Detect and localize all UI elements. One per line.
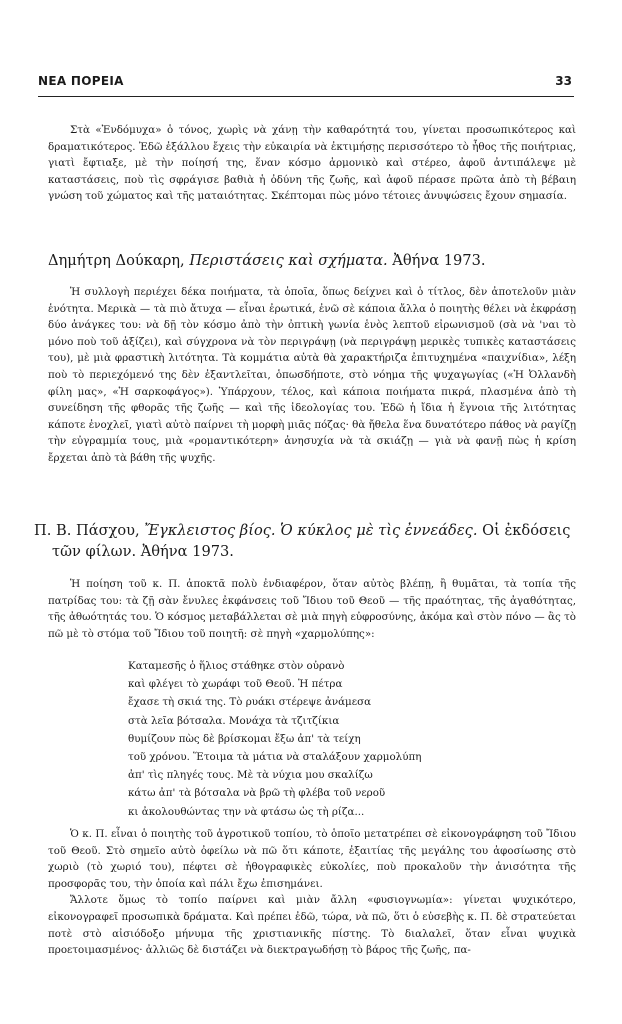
review-continuation — [48, 122, 576, 205]
poem-line: κι ἀκολουθώντας την νὰ φτάσω ὡς τὴ ρίζα... — [128, 805, 365, 818]
review-book-title: Ἔγκλειστος βίος. Ὁ κύκλος μὲ τὶς ἐννεάδες. — [144, 522, 478, 539]
poem-line: καὶ φλέγει τὸ χωράφι τοῦ Θεοῦ. Ἡ πέτρα — [128, 678, 343, 691]
poem-quotation — [128, 657, 568, 821]
review-author: Π. Β. Πάσχου, — [34, 522, 140, 539]
page-number: 33 — [555, 74, 572, 88]
paragraph: Ἄλλοτε ὅμως τὸ τοπίο παίρνει καὶ μιὰν ἄλλη «φυσιογνωμία»: γίνεται ψυχικότερο, εἰκονογραφεῖ προσωπικὰ δράματα. Καὶ πρέπει ἐδῶ, τώρα, νὰ πῶ, ὅτι ὁ εὐσεβὴς κ. Π. δὲ στρατεύεται ποτὲ στὸ αἰσιόδοξο μήνυμα τῆς χριστιανικῆς πίστης. Τὸ διαλαλεῖ, ὅταν εἶναι ψυχικὰ προετοιμασμένος· ἀλλιῶς δὲ διστάζει νὰ διεκτραγωδήσῃ τὸ βάρος τῆς ζωῆς, πα- — [48, 894, 576, 957]
review-book-title: Περιστάσεις καὶ σχήματα. — [189, 252, 388, 269]
review-author: Δημήτρη Δούκαρη, — [48, 252, 185, 269]
paragraph: Ἡ ποίηση τοῦ κ. Π. ἀποκτᾶ πολὺ ἐνδιαφέρον, ὅταν αὐτὸς βλέπῃ, ἢ θυμᾶται, τὰ τοπία τῆς πατρίδας του: τὰ ζῇ σὰν ἔνυλες ἐκφάνσεις τοῦ Ἴδιου τοῦ Θεοῦ — τῆς πραότητας, τῆς ἀγαθότητας, τῆς ἀθωότητάς του. Ὁ κόσμος μεταβάλλεται σὲ μιὰ πηγὴ εὐφροσύνης, ἀκόμα καὶ στὸν πόνο — ἂς τὸ πῶ μὲ τὸ στόμα τοῦ Ἴδιου τοῦ ποιητῆ: σὲ πηγὴ «χαρμολύπης»: — [48, 578, 576, 640]
review-place-year: Ἀθήνα 1973. — [140, 543, 234, 560]
header-rule — [38, 96, 574, 97]
review-heading-doukaris — [48, 250, 576, 271]
poem-line: κάτω ἀπ' τὰ βότσαλα νὰ βρῶ τὴ φλέβα τοῦ νεροῦ — [128, 787, 386, 800]
poem-line: ἀπ' τὶς πληγές τους. Μὲ τὰ νύχια μου σκαλίζω — [128, 769, 373, 782]
review-heading-paschou — [34, 520, 592, 562]
paragraph: Ὁ κ. Π. εἶναι ὁ ποιητὴς τοῦ ἀγροτικοῦ τοπίου, τὸ ὁποῖο μετατρέπει σὲ εἰκονογράφηση τοῦ Ἴδιου τοῦ Θεοῦ. Στὸ σημεῖο αὐτὸ ὀφείλω νὰ πῶ ὅτι κάποτε, ἐξαιτίας τῆς μεγάλης του ἀφοσίωσης στὸ χωριὸ (τὸ χωριό του), πέφτει σὲ ἠθογραφικὲς εὐκολίες, ποὺ προκαλοῦν τὴν ἀνισότητα τῆς προσφορᾶς του, τὴν ὁποία καὶ πάλι ἔχω ἐπισημάνει. — [48, 828, 576, 890]
poem-line: στὰ λεῖα βότσαλα. Μονάχα τὰ τζιτζίκια — [128, 714, 340, 727]
poem-line: Καταμεσῆς ὁ ἥλιος στάθηκε στὸν οὐρανὸ — [128, 660, 345, 672]
paragraph: Στὰ «Ἐνδόμυχα» ὁ τόνος, χωρὶς νὰ χάνῃ τὴν καθαρότητά του, γίνεται προσωπικότερος καὶ δραματικότερος. Ἐδῶ ἐξάλλου ἔχεις τὴν εὐκαιρία νὰ ἐκτιμήσῃς περισσότερο τὸ ἦθος τῆς ποιήτριας, γιατὶ ἔφτιαξε, μὲ τὴν ποίησή της, ἕναν κόσμο ἁρμονικὸ καὶ στέρεο, ἀφοῦ ἀντιπάλεψε μὲ καταστάσεις, ποὺ τὶς σφράγισε βαθιὰ ἡ ὀδύνη τῆς ζωῆς, καὶ ἀφοῦ πέρασε πρῶτα ἀπὸ τὴ βέβαιη γνώση τοῦ χώματος καὶ τῆς ματαιότητας. Σκέπτομαι πὼς μόνο τέτοιες ἀνυψώσεις ἔχουν σημασία. — [48, 124, 576, 203]
review-body-paschou-rest — [48, 826, 576, 959]
review-publisher: Οἱ ἐκδόσεις τῶν φίλων. — [52, 522, 571, 560]
paragraph: Ἡ συλλογὴ περιέχει δέκα ποιήματα, τὰ ὁποῖα, ὅπως δείχνει καὶ ὁ τίτλος, δὲν ἀποτελοῦν μιὰν ἑνότητα. Μερικὰ — τὰ πιὸ ἄτυχα — εἶναι ἐρωτικά, ἐνῶ σὲ κάποια ἄλλα ὁ ποιητὴς θέλει νὰ ἐκφράσῃ δύο ἀνάγκες του: νὰ δῇ τὸν κόσμο ἀπὸ τὴν ὀπτικὴ γωνία ἑνὸς λεπτοῦ εἰρωνισμοῦ (σὰ νὰ 'ναι τὸ μόνο ποὺ τοῦ ἀξίζει), καὶ σύγχρονα νὰ τὸν περιγράψῃ (νὰ περιγράψῃ μερικὲς τυπικὲς καταστάσεις του), μὲ μιὰ φραστικὴ λιτότητα. Τὰ κομμάτια αὐτὰ θὰ χαρακτήριζα ἐπιτυχημένα «παιχνίδια», λέξη ποὺ τὸ περιεχόμενό της δὲν ἐξαντλεῖται, ὁπωσδήποτε, στὸ νόημα τῆς ψυχαγωγίας («Ἡ Ὀλλανδὴ φίλη μας», «Ἡ σαρκοφάγος»). Ὑπάρχουν, τέλος, καὶ κάποια ποιήματα πικρά, πλασμένα ἀπὸ τὴ συνείδηση τῆς φθορᾶς τῆς ζωῆς — καὶ τῆς ἰδεολογίας του. Ἐδῶ ἡ ἴδια ἡ ἔγνοια τῆς λιτότητας κάποτε ἐνοχλεῖ, γιατὶ αὐτὸ παίρνει τὴ μορφὴ μιᾶς πόζας· θὰ ἤθελα ἕνα δυνατότερο πάθος νὰ ραγίζῃ τὴν εὐγραμμία τους, μιὰ «ρομαντικότερη» ἀνησυχία νὰ τὰ σκιάζῃ — γιὰ νὰ φανῇ πὼς ἡ κρίση ἔρχεται ἀπὸ τὰ βάθη τῆς ψυχῆς. — [48, 286, 576, 464]
review-body-doukaris — [48, 284, 576, 467]
review-place-year: Ἀθήνα 1973. — [392, 252, 486, 269]
running-header — [38, 74, 572, 94]
journal-title: ΝΕΑ ΠΟΡΕΙΑ — [38, 74, 124, 88]
poem-line: τοῦ χρόνου. Ἕτοιμα τὰ μάτια νὰ σταλάξουν χαρμολύπη — [128, 751, 422, 764]
poem-line: θυμίζουν πὼς δὲ βρίσκομαι ἔξω ἀπ' τὰ τείχη — [128, 732, 361, 745]
review-body-paschou-intro — [48, 576, 576, 642]
poem-line: ἔχασε τὴ σκιά της. Τὸ ρυάκι στέρεψε ἀνάμεσα — [128, 696, 372, 709]
